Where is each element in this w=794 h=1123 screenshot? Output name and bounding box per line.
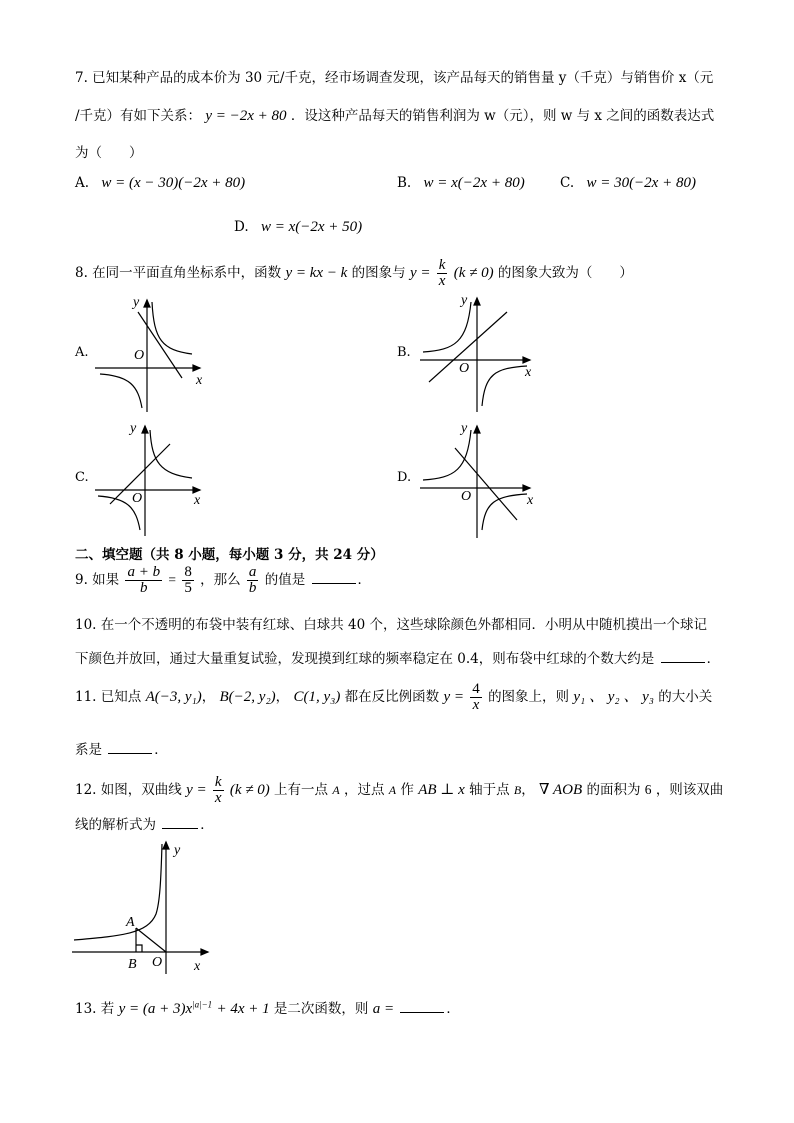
q12-sep: ， [521,782,535,798]
q11-point-c: C(1, y₃) [293,689,341,705]
q8-text-a: 8. 在同一平面直角坐标系中，函数 [75,265,282,281]
x-axis-label: x [525,365,532,380]
q13-text-a: 13. 若 [75,1001,115,1017]
q11-y-values: y₁ 、 y₂ 、 y₃ [573,689,654,705]
q11-point-b: B(−2, y₂) [219,689,276,705]
q7-option-b-expr: w = x(−2x + 80) [423,175,525,191]
fig-y-label: y [174,843,181,858]
q12-point-a-2: A [388,783,397,797]
q13-function-b: + 4x + 1 [216,1001,270,1017]
q8-graph-c[interactable] [90,418,220,543]
fig-point-a: A [126,915,135,930]
q12-condition: (k ≠ 0) [229,782,270,798]
q12-point-b: B [513,783,522,797]
q9-answer-blank[interactable] [312,571,356,584]
q8-frac-den: x [438,273,446,289]
q12-text-d: 作 [400,782,414,798]
y-axis-arrow [474,426,480,433]
y-axis-label: y [133,295,140,310]
origin-label: O [461,489,472,504]
q9-stem [75,565,371,596]
origin-label: O [459,361,470,376]
section2-title: 二、填空题（共 8 小题，每小题 3 分，共 24 分） [75,547,384,563]
x-axis-label: x [196,373,203,388]
q13-variable: a = [372,1001,395,1017]
q8-text-b: 的图象与 [351,265,406,281]
q8-graph-d-label[interactable]: D. [397,470,412,485]
q8-graph-b-label[interactable]: B. [397,345,411,360]
q8-inverse-condition: (k ≠ 0) [453,265,494,281]
q13-text-b: 是二次函数，则 [273,1001,369,1017]
q11-text-a: 11. 已知点 [75,689,142,705]
q12-frac-den: x [214,790,222,806]
q9-frac2-den: 5 [184,580,192,596]
q11-line2 [75,738,168,758]
q8-inverse-lhs: y = [409,265,431,281]
q8-inverse-fraction [437,258,448,289]
right-angle-mark [136,945,142,952]
x-axis-arrow [523,485,530,491]
q11-period: ． [154,742,168,758]
q7-option-a-expr: w = (x − 30)(−2x + 80) [101,175,246,191]
q10-line2 [75,647,720,667]
q12-text-e: 轴于点 [469,782,510,798]
origin-label: O [132,491,143,506]
q8-graph-c-label[interactable]: C. [75,470,89,485]
q8-graph-a-label[interactable]: A. [75,345,89,360]
x-axis-label: x [194,493,201,508]
q7-option-d[interactable] [234,219,362,236]
x-axis-arrow [201,949,208,955]
q12-answer-blank[interactable] [162,816,198,829]
q12-text-c: ，过点 [343,782,385,798]
q9-frac1-num: a + b [127,564,161,580]
q12-fraction-k-over-x [213,775,224,806]
q12-point-a: A [332,783,340,797]
segment-ao [136,928,166,952]
y-axis-label: y [461,421,468,436]
q7-sales-equation: y = −2x + 80 [205,108,287,124]
q13-stem [75,997,460,1018]
y-axis-arrow [474,298,480,305]
q9-fraction-a-over-b [247,565,259,596]
q11-function-lhs: y = [443,689,464,705]
q7-line1: 7. 已知某种产品的成本价为 30 元/千克，经市场调查发现，该产品每天的销售量 y（千克）与销售价 x（元 [75,70,714,86]
q7-option-b-label: B. [397,175,412,191]
hyperbola-branch-q4 [482,366,527,406]
hyperbola-branch-q3 [100,374,142,408]
q9-period: ． [357,572,371,588]
q9-frac2-num: 8 [184,564,192,580]
q12-stem [75,775,723,806]
hyperbola-branch-q2 [423,302,471,352]
q8-text-c: 的图象大致为（ ） [497,265,633,281]
q7-line2-text-a: /千克）有如下关系： [75,108,202,124]
q10-line1: 10. 在一个不透明的布袋中装有红球、白球共 40 个，这些球除颜色外都相同．小明从中随机摸出一个球记 [75,617,708,633]
q7-option-a[interactable] [75,175,245,192]
q12-period: ． [200,817,214,833]
q8-frac-num: k [438,257,446,273]
x-axis-arrow [193,365,200,371]
q8-graph-d[interactable] [415,418,545,543]
origin-label: O [134,348,145,363]
hyperbola-branch-q1 [150,430,192,478]
y-axis-arrow [142,426,148,433]
q9-text-c: 的值是 [264,572,306,588]
q13-answer-blank[interactable] [400,1000,444,1013]
q12-frac-num: k [214,774,222,790]
q12-text-f: 的面积为 [586,782,641,798]
q12-function-lhs: y = [186,782,207,798]
q7-option-d-label: D. [234,219,249,235]
q11-sep1: ， [201,689,216,705]
q13-function-a: y = (a + 3)x [118,1001,193,1017]
y-axis-label: y [130,421,137,436]
q9-frac3-num: a [248,564,257,580]
fig-point-b: B [128,957,137,972]
q10-answer-blank[interactable] [661,650,705,663]
hyperbola-branch-q2 [423,430,471,480]
q9-equals: = [168,572,177,587]
y-axis-label: y [461,293,468,308]
q12-line2-text: 线的解析式为 [75,817,156,833]
q9-fraction-8-5 [182,565,194,596]
fig-origin: O [152,955,163,970]
q12-text-g: ，则该双曲 [655,782,724,798]
q12-line2 [75,813,214,833]
q7-option-c[interactable] [560,175,696,192]
q8-linear-function: y = kx − k [285,265,348,281]
q9-frac1-den: b [140,580,148,596]
q7-line2 [75,104,714,125]
q12-figure [70,838,220,978]
q11-text-d: 的大小关 [658,689,713,705]
hyperbola-branch-q1 [152,302,192,354]
q9-text-a: 9. 如果 [75,572,120,588]
q11-line2-text: 系是 [75,742,102,758]
hyperbola-branch-q4 [482,494,527,530]
q8-graph-a[interactable] [90,290,220,415]
q9-text-b: ，那么 [200,572,241,588]
x-axis-arrow [523,357,530,363]
q7-line2-text-b: ．设这种产品每天的销售利润为 w（元），则 w 与 x 之间的函数表达式 [290,108,715,124]
q7-line3: 为（ ） [75,145,143,161]
q11-frac-den: x [472,697,480,713]
q11-text-c: 的图象上，则 [488,689,570,705]
q12-perpendicular: AB ⊥ x [418,782,465,798]
x-axis-label: x [527,493,534,508]
q10-line2-text: 下颜色并放回，通过大量重复试验，发现摸到红球的频率稳定在 0.4，则布袋中红球的个数大约是 [75,651,655,667]
q12-text-b: 上有一点 [274,782,329,798]
fig-x-label: x [194,959,201,974]
linear-line [455,448,517,520]
q10-period: ． [706,651,721,667]
q11-text-b: 都在反比例函数 [344,689,440,705]
q7-option-b[interactable] [397,175,525,192]
y-axis-arrow [144,300,150,307]
y-axis-arrow [163,842,169,849]
q11-answer-blank[interactable] [108,741,152,754]
q7-option-c-expr: w = 30(−2x + 80) [586,175,696,191]
q9-fraction-ab-over-b [125,565,162,596]
q8-stem [75,258,633,289]
q7-option-d-expr: w = x(−2x + 50) [260,219,363,235]
q11-fraction-4-over-x [470,682,482,713]
hyperbola-branch [74,844,162,940]
q11-frac-num: 4 [472,681,480,697]
q11-stem [75,682,712,713]
q12-area-value: 6 [644,782,652,797]
q9-frac3-den: b [248,580,257,596]
q8-graph-b[interactable] [415,290,545,415]
q7-option-c-label: C. [560,175,575,191]
q11-sep2: ， [275,689,290,705]
q11-point-a: A(−3, y₁) [145,689,202,705]
q13-exponent: |a|−1 [192,999,213,1010]
q12-triangle: ∇ AOB [539,782,583,798]
q13-period: ． [446,1001,460,1017]
q12-text-a: 12. 如图，双曲线 [75,782,182,798]
q7-option-a-label: A. [75,175,90,191]
